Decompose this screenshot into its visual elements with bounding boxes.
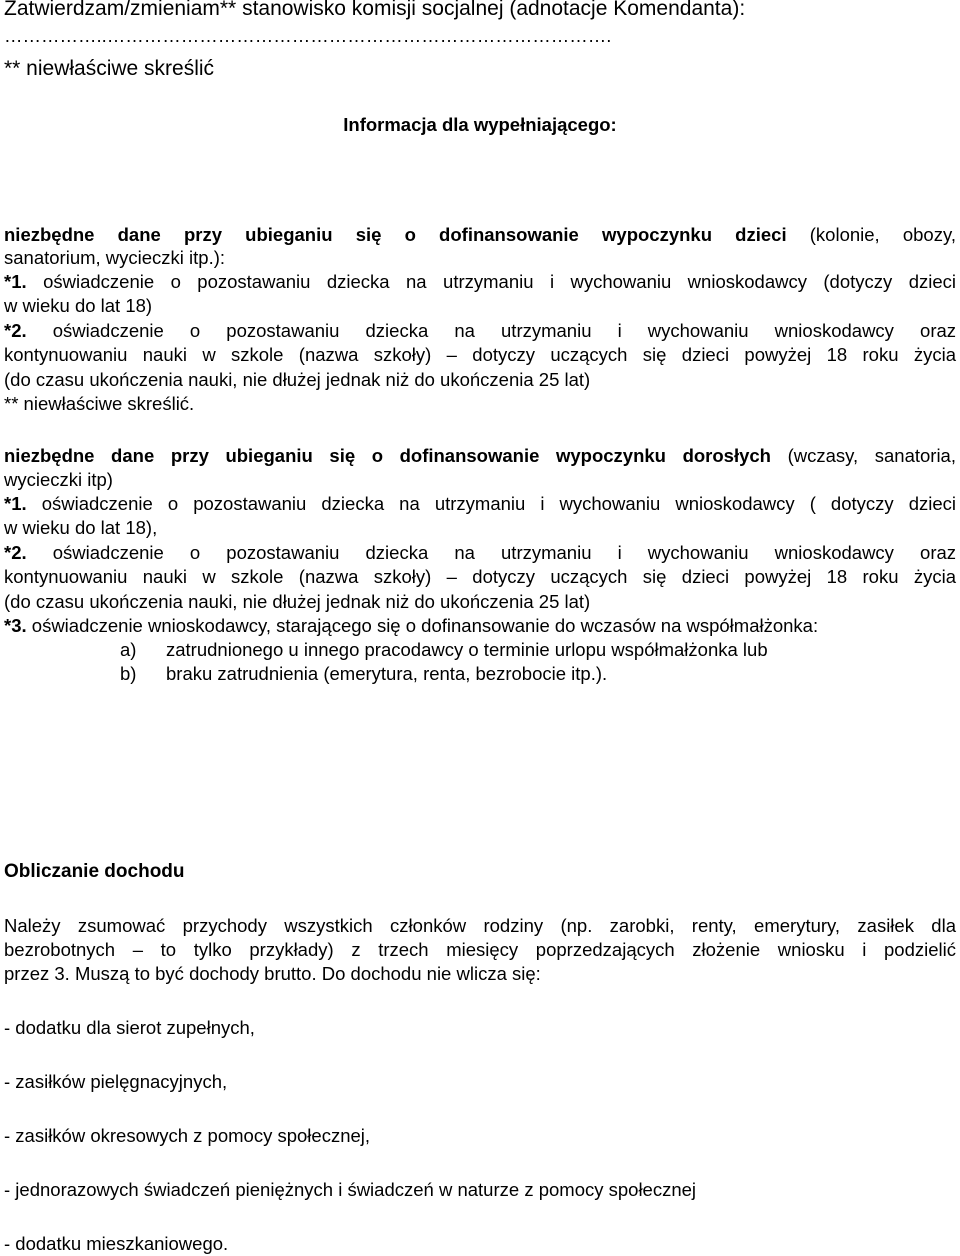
adults-section-heading: niezbędne dane przy ubieganiu się o dofinansowanie wypoczynku dorosłych (wczasy, sanatoria, bbox=[4, 445, 956, 466]
sub-item-b-text: braku zatrudnienia (emerytura, renta, bezrobocie itp.). bbox=[166, 663, 608, 684]
approval-dotted-line: ……………..………………………………………………………………………. bbox=[4, 25, 612, 46]
approval-line: Zatwierdzam/zmieniam** stanowisko komisji socjalnej (adnotacje Komendanta): bbox=[4, 0, 746, 20]
children-item-2-cont: kontynuowaniu nauki w szkole (nazwa szkoły) – dotyczy uczących się dzieci powyżej 18 roku życia bbox=[4, 344, 956, 365]
adults-item-2-cont: kontynuowaniu nauki w szkole (nazwa szkoły) – dotyczy uczących się dzieci powyżej 18 roku życia bbox=[4, 566, 956, 587]
income-paragraph-line-2: bezrobotnych – to tylko przykłady) z trzech miesięcy poprzedzających złożenie wniosku i podzielić bbox=[4, 939, 956, 960]
sub-item-a-label: a) bbox=[120, 639, 137, 660]
info-title: Informacja dla wypełniającego: bbox=[343, 114, 617, 135]
sub-item-a-text: zatrudnionego u innego pracodawcy o terminie urlopu współmałżonka lub bbox=[166, 639, 768, 660]
exclusion-item: - zasiłków pielęgnacyjnych, bbox=[4, 1071, 228, 1092]
children-item-1: *1. oświadczenie o pozostawaniu dziecka na utrzymaniu i wychowaniu wnioskodawcy (dotyczy dzieci bbox=[4, 271, 957, 292]
children-item-2-cont2: (do czasu ukończenia nauki, nie dłużej jednak niż do ukończenia 25 lat) bbox=[4, 369, 591, 390]
children-item-1-cont: w wieku do lat 18) bbox=[4, 295, 153, 316]
income-paragraph-line-1: Należy zsumować przychody wszystkich członków rodziny (np. zarobki, renty, emerytury, zasiłek dla bbox=[4, 915, 956, 936]
adults-item-1-cont: w wieku do lat 18), bbox=[4, 517, 158, 538]
adults-item-2: *2. oświadczenie o pozostawaniu dziecka na utrzymaniu i wychowaniu wnioskodawcy oraz bbox=[4, 542, 957, 563]
income-paragraph-line-3: przez 3. Muszą to być dochody brutto. Do dochodu nie wlicza się: bbox=[4, 963, 541, 984]
sub-item-b-label: b) bbox=[120, 663, 137, 684]
children-section-heading-cont: sanatorium, wycieczki itp.): bbox=[4, 247, 226, 268]
exclusion-item: - dodatku dla sierot zupełnych, bbox=[4, 1017, 255, 1038]
children-strike-note: ** niewłaściwe skreślić. bbox=[4, 393, 195, 414]
adults-item-2-cont2: (do czasu ukończenia nauki, nie dłużej jednak niż do ukończenia 25 lat) bbox=[4, 591, 591, 612]
adults-item-1: *1. oświadczenie o pozostawaniu dziecka na utrzymaniu i wychowaniu wnioskodawcy ( dotyczy dzieci bbox=[4, 493, 957, 514]
children-section-heading: niezbędne dane przy ubieganiu się o dofinansowanie wypoczynku dzieci (kolonie, obozy, bbox=[4, 224, 956, 245]
exclusion-item: - jednorazowych świadczeń pieniężnych i świadczeń w naturze z pomocy społecznej bbox=[4, 1179, 697, 1200]
exclusion-item: - dodatku mieszkaniowego. bbox=[4, 1233, 229, 1254]
strike-note: ** niewłaściwe skreślić bbox=[4, 57, 215, 80]
exclusion-item: - zasiłków okresowych z pomocy społecznej, bbox=[4, 1125, 371, 1146]
adults-section-heading-cont: wycieczki itp) bbox=[4, 469, 113, 490]
adults-item-3: *3. oświadczenie wnioskodawcy, starającego się o dofinansowanie do wczasów na współmałżonka: bbox=[4, 615, 819, 636]
income-heading: Obliczanie dochodu bbox=[4, 861, 185, 882]
children-item-2: *2. oświadczenie o pozostawaniu dziecka na utrzymaniu i wychowaniu wnioskodawcy oraz bbox=[4, 320, 957, 341]
